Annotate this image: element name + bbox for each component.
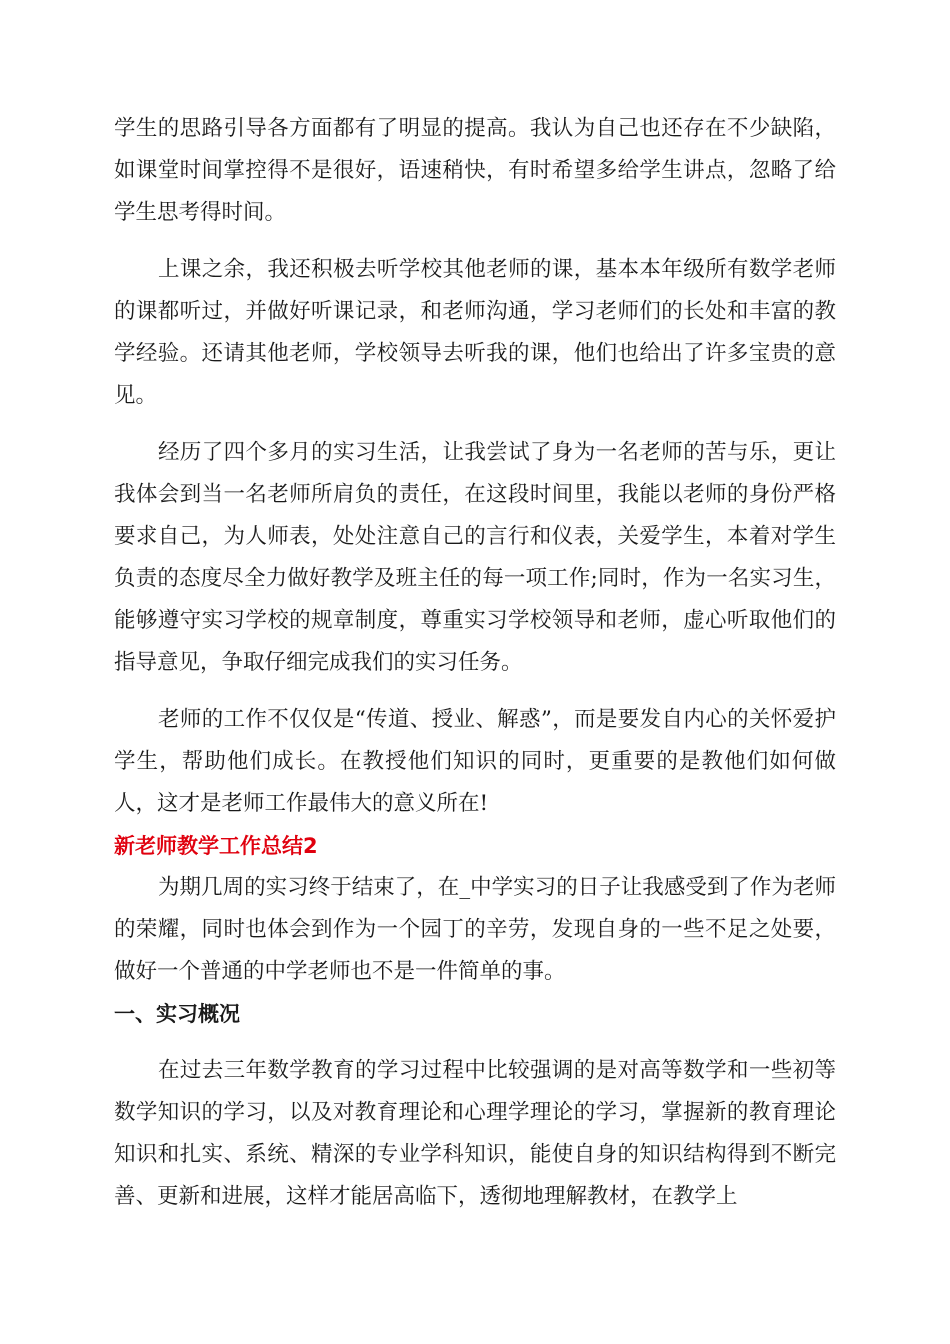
paragraph-overview: 在过去三年数学教育的学习过程中比较强调的是对高等数学和一些初等数学知识的学习，以及对教育理论和心理学理论的学习，掌握新的教育理论知识和扎实、系统、精深的专业学科知识，能使自身的知识结构得到不断完善、更新和进展，这样才能居高临下，透彻地理解教材，在教学上 bbox=[114, 1058, 836, 1209]
paragraph-continued: 学生的思路引导各方面都有了明显的提高。我认为自己也还存在不少缺陷，如课堂时间掌控得不是很好，语速稍快，有时希望多给学生讲点，忽略了给学生思考得时间。 bbox=[114, 116, 836, 225]
paragraph-internship-experience: 经历了四个多月的实习生活，让我尝试了身为一名老师的苦与乐，更让我体会到当一名老师所肩负的责任，在这段时间里，我能以老师的身份严格要求自己，为人师表，处处注意自己的言行和仪表，关爱学生，本着对学生负责的态度尽全力做好教学及班主任的每一项工作;同时，作为一名实习生，能够遵守实习学校的规章制度，尊重实习学校领导和老师，虚心听取他们的指导意见，争取仔细完成我们的实习任务。 bbox=[114, 440, 836, 675]
paragraph-internship-end: 为期几周的实习终于结束了，在_中学实习的日子让我感受到了作为老师的荣耀，同时也体会到作为一个园丁的辛劳，发现自身的一些不足之处要，做好一个普通的中学老师也不是一件简单的事。 bbox=[114, 875, 836, 984]
paragraph-observing-classes: 上课之余，我还积极去听学校其他老师的课，基本本年级所有数学老师的课都听过，并做好听课记录，和老师沟通，学习老师们的长处和丰富的教学经验。还请其他老师，学校领导去听我的课，他们也给出了许多宝贵的意见。 bbox=[114, 257, 836, 408]
subsection-title: 一、实习概况 bbox=[114, 1002, 240, 1026]
document-page bbox=[114, 108, 836, 1218]
section-title: 新老师教学工作总结2 bbox=[114, 834, 318, 858]
paragraph-teacher-role: 老师的工作不仅仅是“传道、授业、解惑”，而是要发自内心的关怀爱护学生，帮助他们成长。在教授他们知识的同时，更重要的是教他们如何做人，这才是老师工作最伟大的意义所在! bbox=[114, 707, 836, 816]
